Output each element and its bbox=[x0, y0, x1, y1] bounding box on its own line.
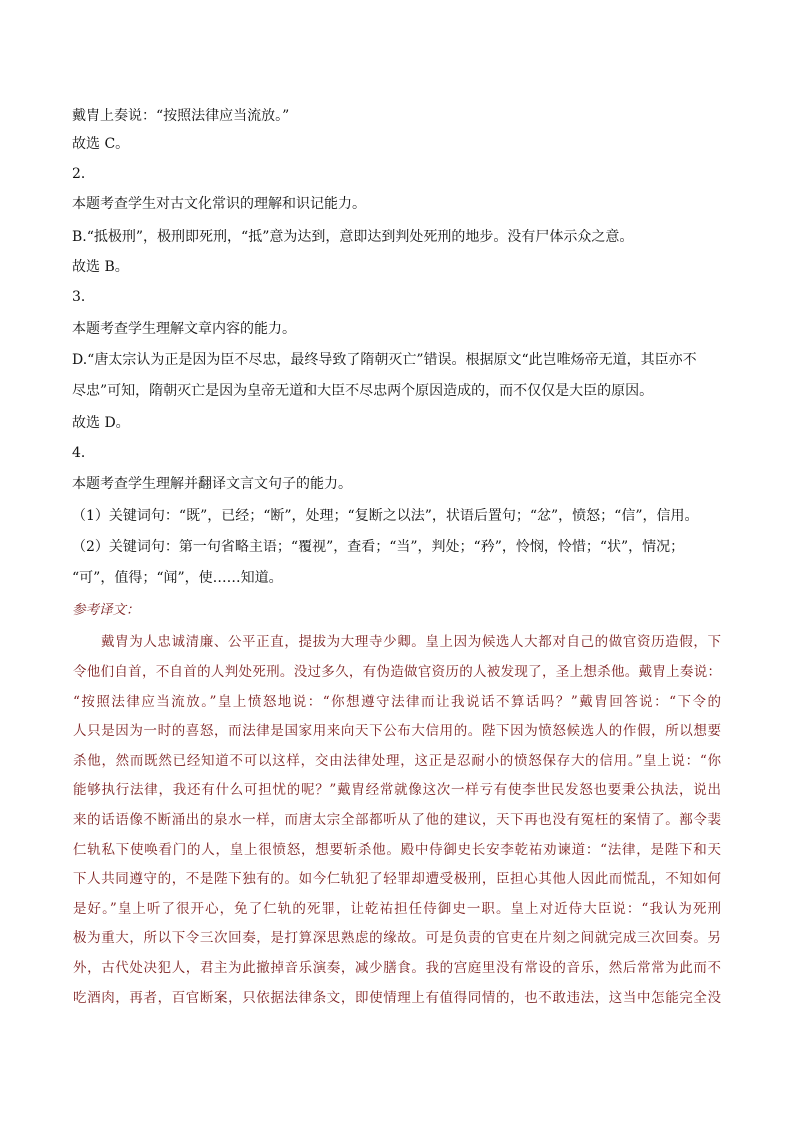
translation-line-12: 外，古代处决犯人，君主为此撤掉音乐演奏，减少膳食。我的宫庭里没有常设的音乐，然后常常为此而不 bbox=[73, 960, 721, 976]
answer-line-9: D.“唐太宗认为正是因为臣不尽忠，最终导致了隋朝灭亡”错误。根据原文“此岂唯炀帝无道，其臣亦不 bbox=[72, 352, 697, 368]
answer-line-13: 本题考查学生理解并翻译文言文句子的能力。 bbox=[72, 476, 352, 492]
translation-line-6: 能够执行法律，我还有什么可担忧的呢？”戴胄经常就像这次一样亏有使李世民发怒也要秉公执法，说出 bbox=[73, 782, 721, 798]
question-number-4: 4． bbox=[72, 445, 95, 461]
answer-line-4: 本题考查学生对古文化常识的理解和识记能力。 bbox=[72, 196, 366, 212]
translation-line-4: 人只是因为一时的喜怒，而法律是国家用来向天下公布大信用的。陛下因为愤怒候选人的作假，所以想要 bbox=[73, 723, 721, 739]
answer-line-8: 本题考查学生理解文章内容的能力。 bbox=[72, 321, 296, 337]
translation-line-5: 杀他，然而既然已经知道不可以这样，交由法律处理，这正是忍耐小的愤怒保存大的信用。”皇上说：“你 bbox=[73, 753, 721, 769]
translation-line-13: 吃酒肉，再者，百官断案，只依据法律条文，即使情理上有值得同情的，也不敢违法，这当中怎能完全没 bbox=[73, 990, 721, 1006]
translation-line-10: 是好。”皇上听了很开心，免了仁轨的死罪，让乾祐担任侍御史一职。皇上对近侍大臣说：“我认为死刑 bbox=[73, 901, 721, 917]
translation-line-9: 下人共同遵守的，不是陛下独有的。如今仁轨犯了轻罪却遭受极刑，臣担心其他人因此而慌乱，不知如何 bbox=[73, 871, 721, 887]
translation-line-7: 来的话语像不断涌出的泉水一样，而唐太宗全部都听从了他的建议，天下再也没有冤枉的案情了。鄯令裴 bbox=[73, 812, 721, 828]
answer-line-2: 故选 C。 bbox=[72, 136, 130, 152]
question-number-3: 3． bbox=[72, 289, 95, 305]
question-number-2: 2． bbox=[72, 166, 95, 182]
translation-line-1: 戴胄为人忠诚清廉、公平正直，提拔为大理寺少卿。皇上因为候选人大都对自己的做官资历造假，下 bbox=[101, 634, 721, 650]
answer-line-11: 故选 D。 bbox=[72, 415, 130, 431]
answer-line-5: B.“抵极刑”，极刑即死刑，“抵”意为达到，意即达到判处死刑的地步。没有尸体示众之意。 bbox=[72, 229, 634, 245]
translation-line-8: 仁轨私下使唤看门的人，皇上很愤怒，想要斩杀他。殿中侍御史长安李乾祐劝谏道：“法律，是陛下和天 bbox=[73, 842, 721, 858]
answer-line-6: 故选 B。 bbox=[72, 259, 129, 275]
answer-line-1: 戴胄上奏说：“按照法律应当流放。” bbox=[72, 108, 290, 124]
translation-line-3: “按照法律应当流放。”皇上愤怒地说：“你想遵守法律而让我说话不算话吗？”戴胄回答说：“下令的 bbox=[73, 694, 721, 710]
translation-line-11: 极为重大，所以下令三次回奏，是打算深思熟虑的缘故。可是负责的官吏在片刻之间就完成三次回奏。另 bbox=[73, 930, 721, 946]
answer-line-16: “可”，值得；“闻”，使……知道。 bbox=[72, 570, 283, 586]
answer-line-10: 尽忠”可知，隋朝灭亡是因为皇帝无道和大臣不尽忠两个原因造成的，而不仅仅是大臣的原因。 bbox=[72, 383, 654, 399]
reference-heading: 参考译文： bbox=[72, 602, 140, 618]
answer-line-15: （2）关键词句：第一句省略主语；“覆视”，查看；“当”，判处；“矜”，怜悯，怜惜；“状”，情况； bbox=[72, 539, 685, 555]
translation-line-2: 令他们自首，不自首的人判处死刑。没过多久，有伪造做官资历的人被发现了，圣上想杀他。戴胄上奏说： bbox=[73, 664, 721, 680]
answer-line-14: （1）关键词句：“既”，已经；“断”，处理；“复断之以法”，状语后置句；“忿”，愤怒；“信”，信用。 bbox=[72, 508, 699, 524]
